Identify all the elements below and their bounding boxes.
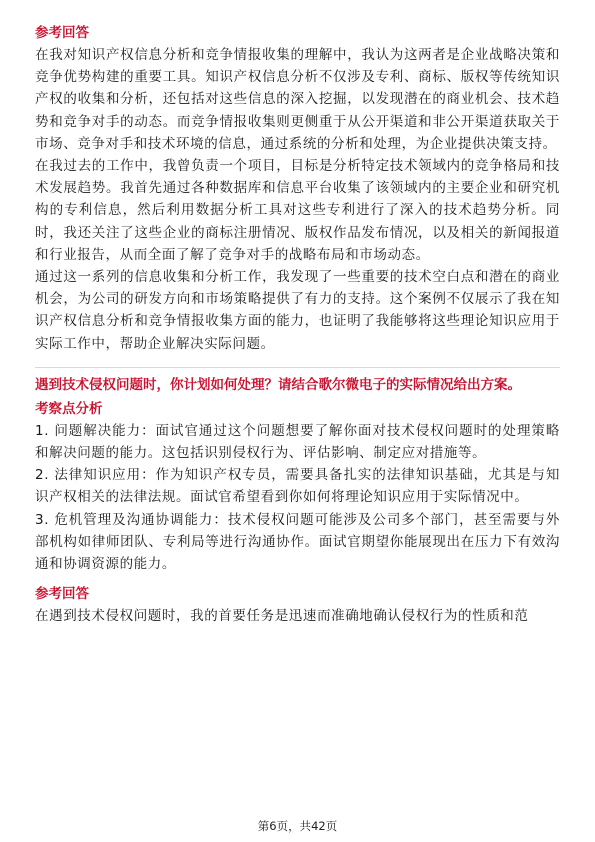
spacer (35, 575, 560, 583)
section-divider (35, 367, 560, 368)
answer-paragraph-2: 在我过去的工作中，我曾负责一个项目，目标是分析特定技术领域内的竞争格局和技术发展趋势。我首先通过各种数据库和信息平台收集了该领域内的主要企业和研究机构的专利信息，然后利用数据分析工具对这些专利进行了深入的技术趋势分析。同时，我还关注了这些企业的商标注册情况、版权作品发布情况，以及相关的新闻报道和行业报告，从而全面了解了竞争对手的战略布局和市场动态。 (35, 158, 560, 263)
page-content (35, 22, 560, 627)
answer-paragraph-3: 通过这一系列的信息收集和分析工作，我发现了一些重要的技术空白点和潜在的商业机会，为公司的研发方向和市场策略提供了有力的支持。这个案例不仅展示了我在知识产权信息分析和竞争情报收集方面的能力，也证明了我能够将这些理论知识应用于实际工作中，帮助企业解决实际问题。 (35, 269, 560, 352)
reference-answer-heading-2: 参考回答 (35, 586, 89, 603)
answer-paragraph-continued: 在遇到技术侵权问题时，我的首要任务是迅速而准确地确认侵权行为的性质和范 (35, 608, 529, 625)
analysis-point-3: 3. 危机管理及沟通协调能力：技术侵权问题可能涉及公司多个部门，甚至需要与外部机构如律师团队、专利局等进行沟通协作。面试官期望你能展现出在压力下有效沟通和协调资源的能力。 (35, 511, 560, 573)
analysis-point-2: 2. 法律知识应用：作为知识产权专员，需要具备扎实的法律知识基础，尤其是与知识产权相关的法律法规。面试官希望看到你如何将理论知识应用于实际情况中。 (35, 467, 560, 506)
page-number-footer: 第6页，共42页 (257, 819, 338, 833)
answer-paragraph-1: 在我对知识产权信息分析和竞争情报收集的理解中，我认为这两者是企业战略决策和竞争优势构建的重要工具。知识产权信息分析不仅涉及专利、商标、版权等传统知识产权的收集和分析，还包括对这些信息的深入挖掘，以发现潜在的商业机会、技术趋势和竞争对手的动态。而竞争情报收集则更侧重于从公开渠道和非公开渠道获取关于市场、竞争对手和技术环境的信息，通过系统的分析和处理，为企业提供决策支持。 (35, 47, 560, 152)
analysis-point-1: 1. 问题解决能力：面试官通过这个问题想要了解你面对技术侵权问题时的处理策略和解决问题的能力。这包括识别侵权行为、评估影响、制定应对措施等。 (35, 422, 560, 462)
reference-answer-heading: 参考回答 (35, 25, 89, 41)
interview-question: 遇到技术侵权问题时，你计划如何处理？请结合歌尔微电子的实际情况给出方案。 (35, 376, 521, 393)
analysis-heading: 考察点分析 (35, 400, 103, 417)
